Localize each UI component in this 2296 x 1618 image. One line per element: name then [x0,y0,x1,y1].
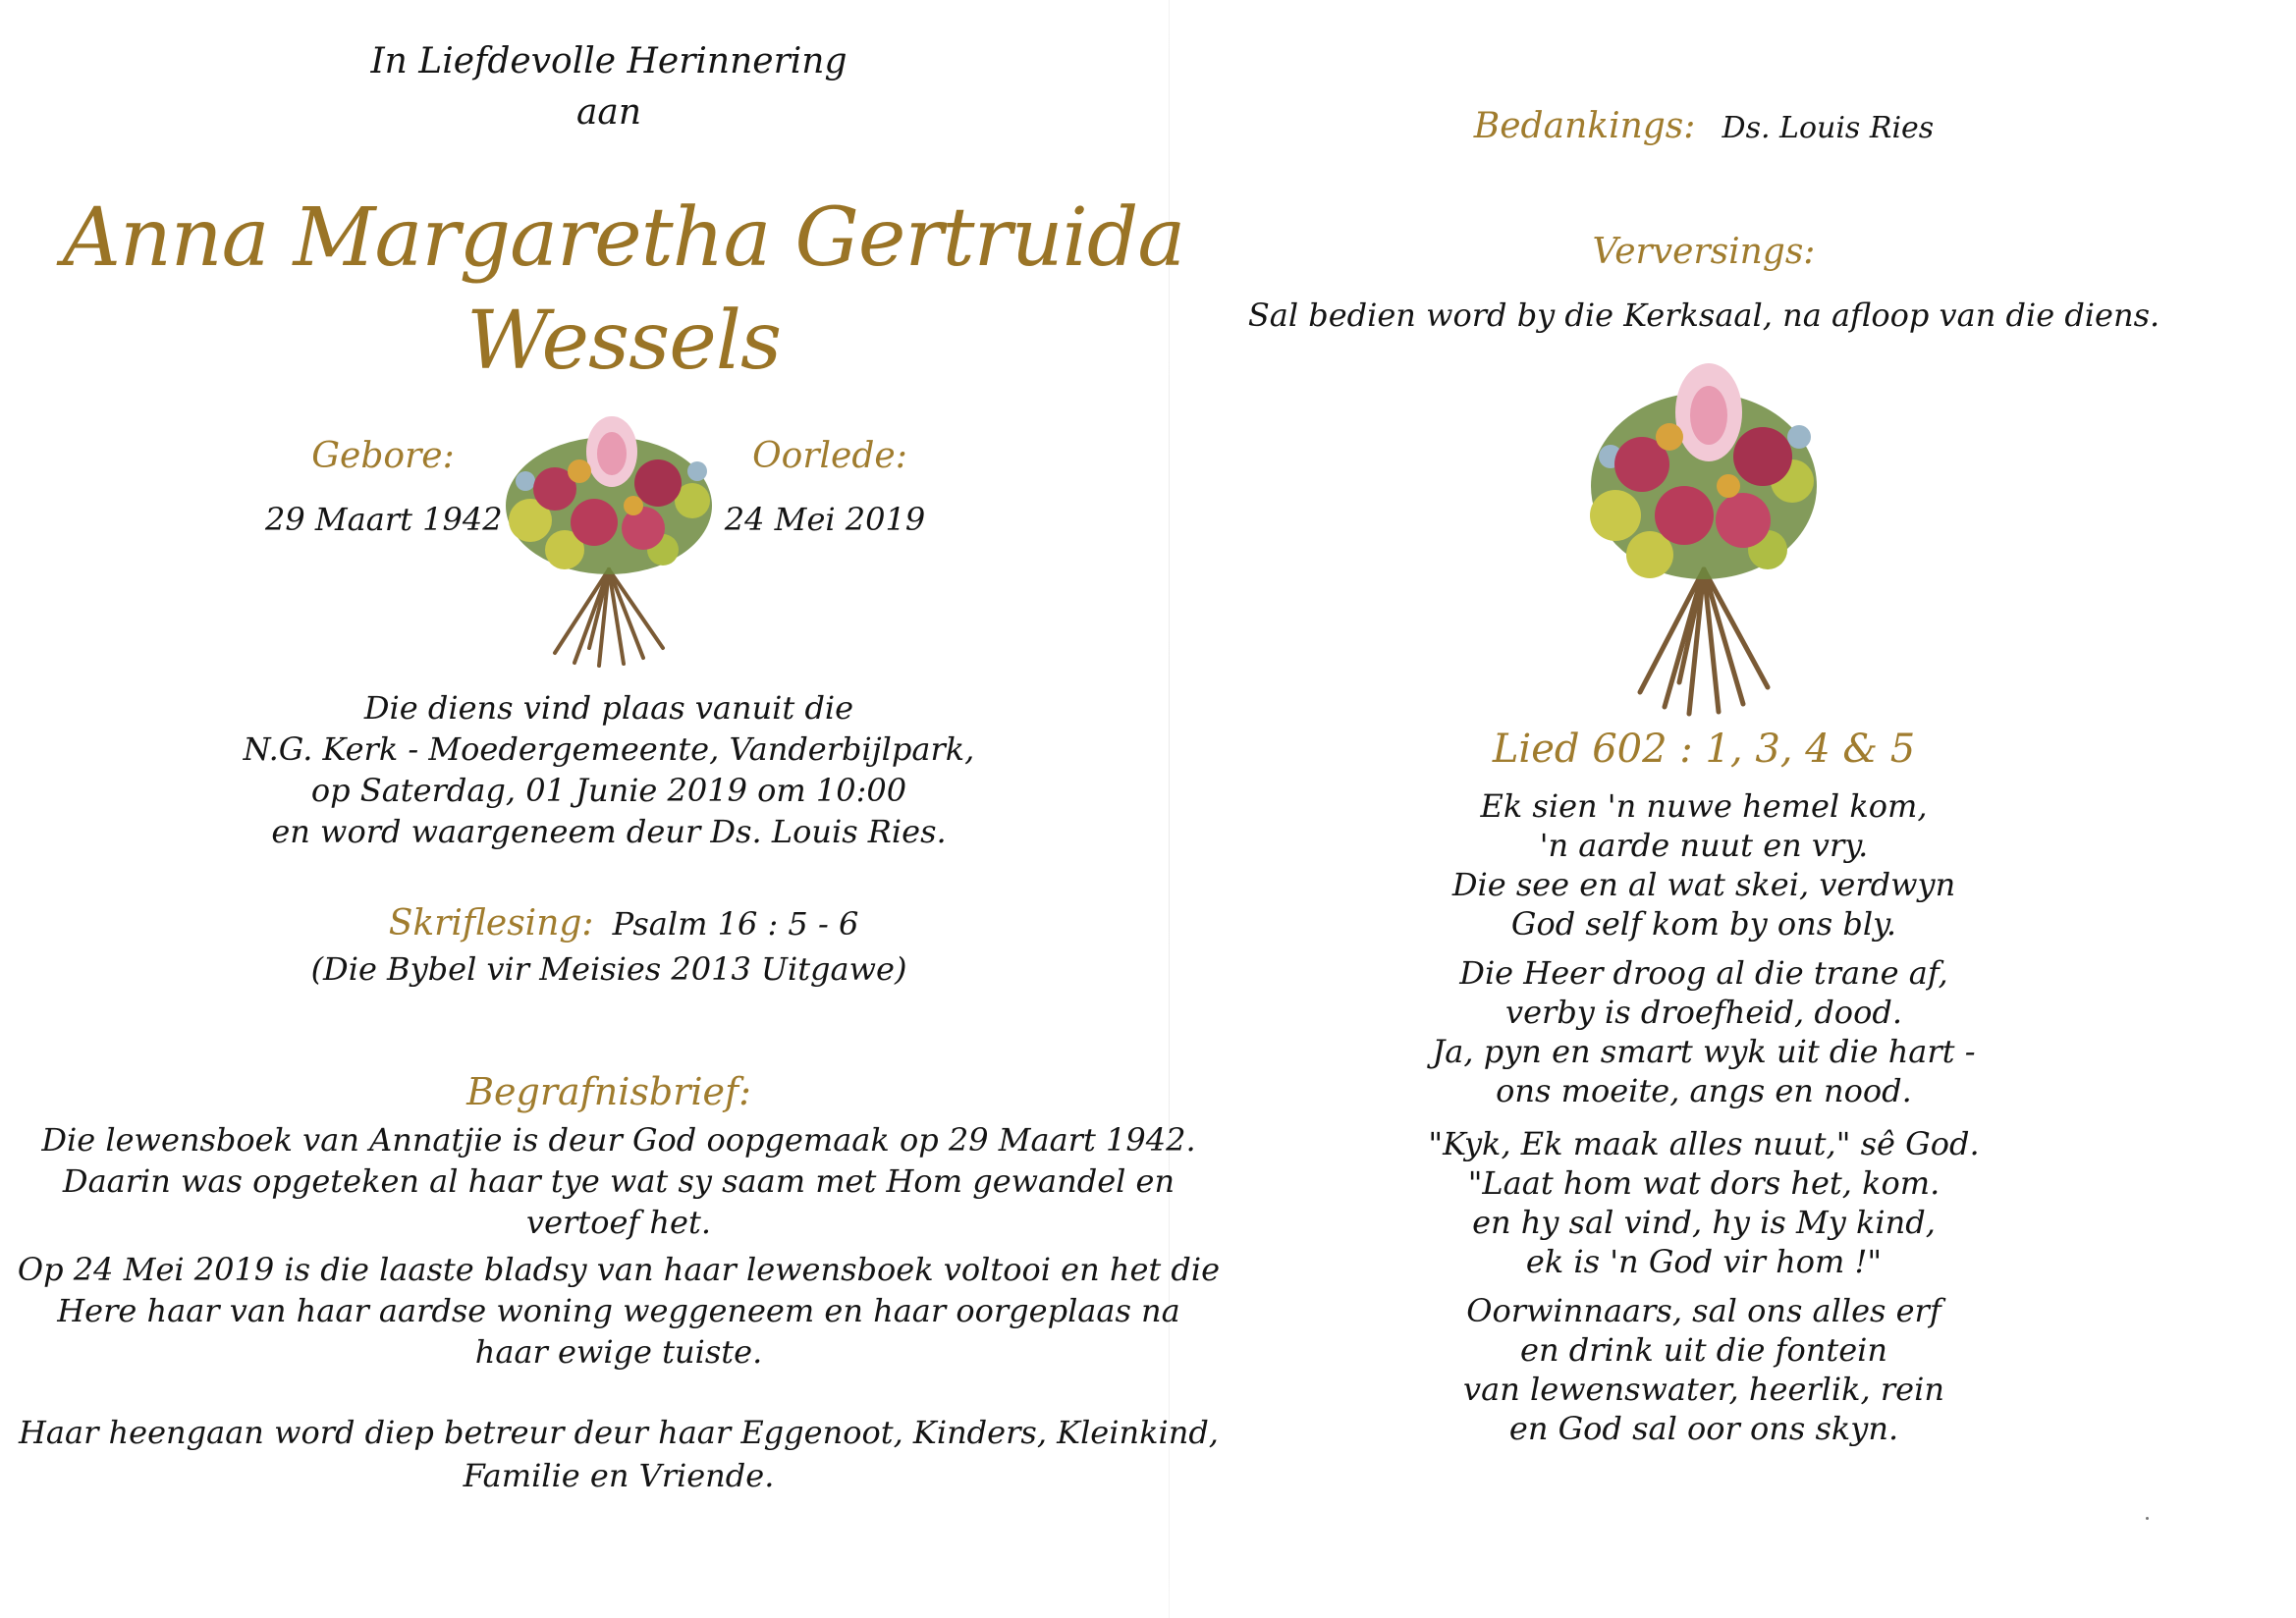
mourn-line-1: Haar heengaan word diep betreur deur haar Eggenoot, Kinders, Kleinkind, [19,1414,1219,1451]
intro-line-1: In Liefdevolle Herinnering [370,41,847,81]
protea-bouquet-image-right [1581,358,1827,722]
intro-line-2: aan [575,92,642,133]
scripture-row [0,903,1247,944]
thanks-label: Bedankings: [1473,106,1696,146]
verse-1-line-3: Die see en al wat skei, verdwyn [1451,866,1956,903]
letter-line-3: vertoef het. [526,1204,711,1241]
service-line-1: Die diens vind plaas vanuit die [363,689,854,727]
verse-4-line-3: van lewenswater, heerlik, rein [1463,1371,1944,1408]
letter-line-5: Here haar van haar aardse woning weggeneem en haar oorgeplaas na [57,1292,1180,1329]
verse-2-line-1: Die Heer droog al die trane af, [1459,954,1948,992]
verse-3-line-1: "Kyk, Ek maak alles nuut," sê God. [1428,1125,1980,1162]
died-date: 24 Mei 2019 [724,501,926,538]
verse-1-line-1: Ek sien 'n nuwe hemel kom, [1480,787,1928,825]
paper-speck [2146,1517,2149,1520]
born-label: Gebore: [311,436,455,476]
verse-1-line-4: God self kom by ons bly. [1510,905,1897,943]
verse-3-line-4: ek is 'n God vir hom !" [1525,1243,1883,1280]
name-line-2: Wessels [465,295,782,388]
refresh-text: Sal bedien word by die Kerksaal, na afloop van die diens. [1247,297,2160,334]
verse-2-line-3: Ja, pyn en smart wyk uit die hart - [1432,1033,1976,1070]
scripture-edition: (Die Bybel vir Meisies 2013 Uitgawe) [310,950,907,988]
verse-4-line-1: Oorwinnaars, sal ons alles erf [1466,1292,1941,1329]
refresh-label: Verversings: [1592,232,1816,272]
verse-3-line-2: "Laat hom wat dors het, kom. [1467,1164,1941,1202]
verse-4-line-4: en God sal oor ons skyn. [1508,1410,1899,1447]
scripture-label: Skriflesing: [388,903,594,944]
protea-bouquet-image [496,412,722,673]
hymn-title: Lied 602 : 1, 3, 4 & 5 [1492,727,1916,772]
letter-label: Begrafnisbrief: [466,1070,751,1113]
verse-1-line-2: 'n aarde nuut en vry. [1539,827,1869,864]
letter-line-4: Op 24 Mei 2019 is die laaste bladsy van haar lewensboek voltooi en het die [17,1251,1221,1288]
service-line-2: N.G. Kerk - Moedergemeente, Vanderbijlpark, [243,730,975,768]
thanks-name: Ds. Louis Ries [1722,111,1935,145]
died-label: Oorlede: [752,436,907,476]
letter-line-1: Die lewensboek van Annatjie is deur God oopgemaak op 29 Maart 1942. [41,1121,1196,1159]
verse-4-line-2: en drink uit die fontein [1520,1331,1887,1369]
name-line-1: Anna Margaretha Gertruida [62,191,1185,285]
bouquet-stems [555,569,663,666]
thanks-row [1169,106,2239,146]
verse-3-line-3: en hy sal vind, hy is My kind, [1472,1204,1936,1241]
letter-line-2: Daarin was opgeteken al haar tye wat sy saam met Hom gewandel en [62,1162,1175,1200]
scripture-ref: Psalm 16 : 5 - 6 [612,905,859,943]
verse-2-line-2: verby is droefheid, dood. [1505,994,1902,1031]
bouquet-stems [1640,569,1768,714]
right-page [1169,0,2296,1618]
service-line-3: op Saterdag, 01 Junie 2019 om 10:00 [310,772,907,809]
born-date: 29 Maart 1942 [265,501,503,538]
letter-line-6: haar ewige tuiste. [474,1333,763,1371]
mourn-line-2: Familie en Vriende. [463,1457,775,1494]
verse-2-line-4: ons moeite, angs en nood. [1496,1072,1912,1109]
service-line-4: en word waargeneem deur Ds. Louis Ries. [271,813,947,850]
